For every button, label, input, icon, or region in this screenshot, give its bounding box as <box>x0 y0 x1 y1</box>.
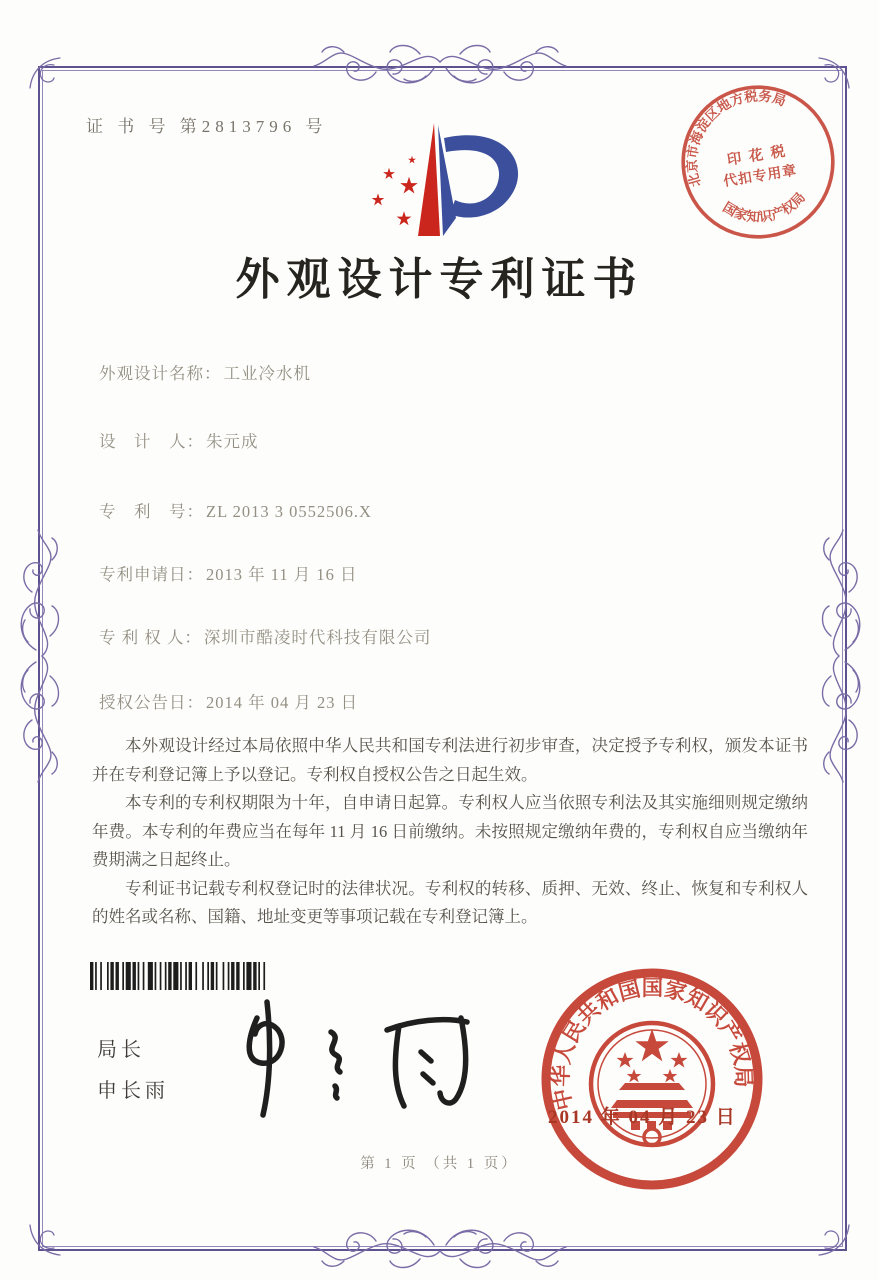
field-designer <box>99 428 259 452</box>
tax-stamp-ring-bottom-text: 国家知识产权局 <box>720 189 809 225</box>
field-design-name-label: 外观设计名称： <box>99 364 222 383</box>
body-paragraph-2: 本专利的专利权期限为十年，自申请日起算。专利权人应当依照专利法及其实施细则规定缴纳年费。本专利的年费应当在每年 11 月 16 日前缴纳。未按照规定缴纳年费的，专利权自应当缴纳年费期满之日起终止。 <box>92 793 808 869</box>
logo-star-1 <box>408 156 416 164</box>
field-patent-number <box>99 498 372 522</box>
field-filing-date-label: 专利申请日： <box>99 565 204 584</box>
field-grant-date <box>99 689 358 713</box>
certificate-title: 外观设计专利证书 <box>235 255 644 304</box>
field-patentee-value: 深圳市酷凌时代科技有限公司 <box>203 628 432 647</box>
tax-stamp-ring-top-text: 北京市海淀区地方税务局 <box>684 88 788 189</box>
field-grant-date-label: 授权公告日： <box>99 693 204 712</box>
field-patentee <box>99 624 431 648</box>
certificate-number: 证 书 号 第2813796 号 <box>86 117 328 136</box>
page-number-footer: 第 1 页 （共 1 页） <box>360 1156 519 1172</box>
official-seal-ring-text: 中华人民共和国国家知识产权局 <box>548 976 756 1113</box>
tax-stamp-center-line1: 印 花 税 <box>725 143 789 169</box>
logo-red-wedge <box>418 123 440 236</box>
body-paragraph-1: 本外观设计经过本局依照中华人民共和国专利法进行初步审查，决定授予专利权，颁发本证书并在专利登记簿上予以登记。专利权自授权公告之日起生效。 <box>92 736 808 784</box>
field-design-name <box>99 360 311 384</box>
certificate-body-text <box>92 732 808 932</box>
body-paragraph-3: 专利证书记载专利权登记时的法律状况。专利权的转移、质押、无效、终止、恢复和专利权人的姓名或名称、国籍、地址变更等事项记载在专利登记簿上。 <box>92 878 808 926</box>
field-designer-label: 设 计 人： <box>99 432 204 451</box>
seal-date: 2014 年 04 月 23 日 <box>548 1107 737 1128</box>
officer-block <box>97 1030 169 1112</box>
field-filing-date-value: 2013 年 11 月 16 日 <box>206 565 358 584</box>
field-filing-date <box>99 561 358 585</box>
sipo-patent-logo-icon <box>332 120 552 240</box>
tax-stamp-center-line2: 代扣专用章 <box>722 162 799 189</box>
logo-p-bowl <box>444 135 518 217</box>
logo-star-3 <box>400 177 417 194</box>
field-grant-date-value: 2014 年 04 月 23 日 <box>206 693 359 712</box>
logo-star-4 <box>372 193 385 205</box>
field-design-name-value: 工业冷水机 <box>223 364 311 383</box>
tax-stamp-seal <box>664 68 852 256</box>
logo-star-2 <box>383 168 395 179</box>
officer-role: 局长 <box>97 1039 145 1061</box>
field-patentee-label: 专 利 权 人： <box>99 628 202 647</box>
field-patent-number-label: 专 利 号： <box>99 502 204 521</box>
officer-signature-icon <box>205 998 475 1120</box>
logo-star-5 <box>397 211 412 225</box>
field-patent-number-value: ZL 2013 3 0552506.X <box>206 502 372 521</box>
certificate-barcode-icon <box>90 962 336 990</box>
officer-name: 申长雨 <box>97 1080 169 1102</box>
field-designer-value: 朱元成 <box>206 432 259 451</box>
